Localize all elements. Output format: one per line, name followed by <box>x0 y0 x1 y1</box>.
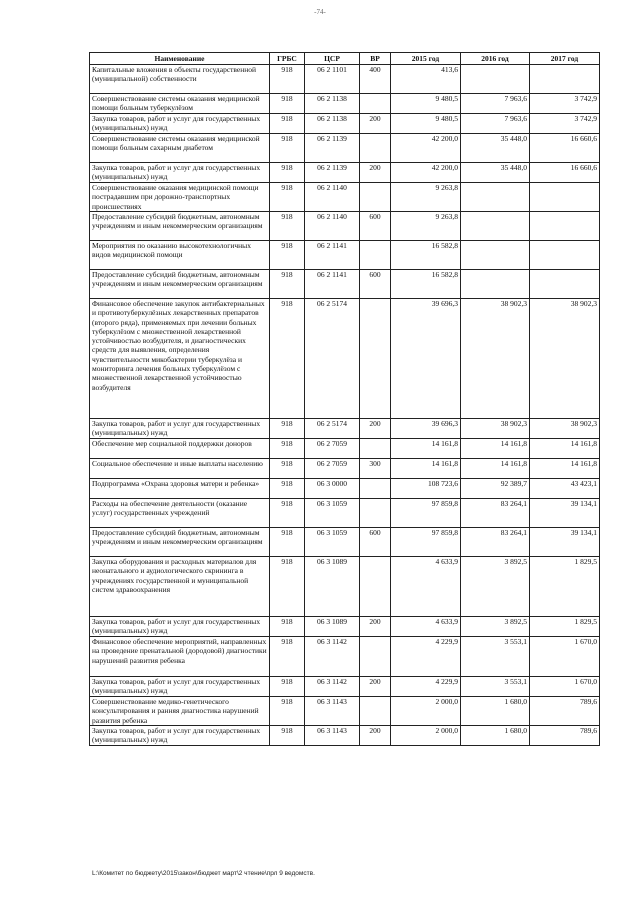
cell-name: Расходы на обеспечение деятельности (оказание услуг) государственных учреждений <box>90 499 270 528</box>
cell-2016: 7 963,6 <box>461 114 530 134</box>
table-row <box>90 479 600 499</box>
cell-name: Совершенствование системы оказания медицинской помощи больным сахарным диабетом <box>90 134 270 163</box>
cell-grbs: 918 <box>270 697 305 726</box>
cell-vr: 200 <box>360 617 391 637</box>
cell-2015: 9 480,5 <box>391 94 461 114</box>
cell-2015: 9 263,8 <box>391 183 461 212</box>
cell-name: Совершенствование медико-генетического консультирования и ранняя диагностика нарушений развития ребенка <box>90 697 270 726</box>
cell-vr <box>360 439 391 459</box>
cell-2016 <box>461 183 530 212</box>
table-row <box>90 528 600 557</box>
cell-vr <box>360 637 391 677</box>
cell-name: Закупка оборудования и расходных материалов для неонатального и аудиологического скрининга в учреждениях государственной и муниципальной систем здравоохранения <box>90 557 270 617</box>
cell-2015: 108 723,6 <box>391 479 461 499</box>
cell-grbs: 918 <box>270 557 305 617</box>
header-vr: ВР <box>360 53 391 65</box>
cell-grbs: 918 <box>270 94 305 114</box>
cell-grbs: 918 <box>270 241 305 270</box>
cell-2016: 38 902,3 <box>461 299 530 419</box>
table-row <box>90 134 600 163</box>
cell-2015: 4 633,9 <box>391 557 461 617</box>
cell-2015: 4 633,9 <box>391 617 461 637</box>
table-row <box>90 697 600 726</box>
cell-2016: 92 389,7 <box>461 479 530 499</box>
cell-2015: 16 582,8 <box>391 241 461 270</box>
cell-vr <box>360 134 391 163</box>
cell-name: Предоставление субсидий бюджетным, автономным учреждениям и иным некоммерческим организациям <box>90 270 270 299</box>
table-row <box>90 241 600 270</box>
cell-grbs: 918 <box>270 183 305 212</box>
cell-2017: 3 742,9 <box>530 114 600 134</box>
cell-csr: 06 2 1139 <box>305 134 360 163</box>
cell-csr: 06 3 1142 <box>305 637 360 677</box>
cell-2017: 1 829,5 <box>530 557 600 617</box>
cell-vr <box>360 557 391 617</box>
page-number: -74- <box>314 8 326 16</box>
header-2015: 2015 год <box>391 53 461 65</box>
cell-2016: 3 553,1 <box>461 637 530 677</box>
cell-2016 <box>461 212 530 241</box>
cell-name: Предоставление субсидий бюджетным, автономным учреждениям и иным некоммерческим организациям <box>90 212 270 241</box>
cell-grbs: 918 <box>270 439 305 459</box>
cell-2015: 413,6 <box>391 65 461 94</box>
cell-2015: 9 480,5 <box>391 114 461 134</box>
cell-2015: 9 263,8 <box>391 212 461 241</box>
cell-grbs: 918 <box>270 617 305 637</box>
cell-2017: 1 670,0 <box>530 637 600 677</box>
table-row <box>90 557 600 617</box>
cell-2016: 14 161,8 <box>461 439 530 459</box>
cell-csr: 06 2 1138 <box>305 94 360 114</box>
cell-2016: 35 448,0 <box>461 134 530 163</box>
table-row <box>90 270 600 299</box>
cell-vr <box>360 697 391 726</box>
header-name: Наименование <box>90 53 270 65</box>
cell-csr: 06 2 1141 <box>305 270 360 299</box>
table-row <box>90 163 600 183</box>
table-row <box>90 212 600 241</box>
cell-csr: 06 2 1141 <box>305 241 360 270</box>
cell-2016 <box>461 65 530 94</box>
cell-2017 <box>530 212 600 241</box>
cell-2015: 14 161,8 <box>391 459 461 479</box>
table-header-row <box>90 53 600 65</box>
cell-grbs: 918 <box>270 419 305 439</box>
cell-2016: 7 963,6 <box>461 94 530 114</box>
cell-2017: 43 423,1 <box>530 479 600 499</box>
cell-vr <box>360 299 391 419</box>
header-grbs: ГРБС <box>270 53 305 65</box>
cell-2015: 16 582,8 <box>391 270 461 299</box>
cell-grbs: 918 <box>270 212 305 241</box>
cell-2016 <box>461 241 530 270</box>
cell-grbs: 918 <box>270 459 305 479</box>
cell-vr: 600 <box>360 212 391 241</box>
table-row <box>90 114 600 134</box>
cell-2017: 16 660,6 <box>530 163 600 183</box>
cell-2017: 16 660,6 <box>530 134 600 163</box>
cell-csr: 06 3 1142 <box>305 677 360 697</box>
budget-table <box>89 52 600 746</box>
header-csr: ЦСР <box>305 53 360 65</box>
cell-grbs: 918 <box>270 65 305 94</box>
cell-2017: 14 161,8 <box>530 439 600 459</box>
cell-grbs: 918 <box>270 726 305 746</box>
cell-grbs: 918 <box>270 299 305 419</box>
cell-csr: 06 2 1139 <box>305 163 360 183</box>
cell-2017: 38 902,3 <box>530 299 600 419</box>
cell-csr: 06 2 7059 <box>305 439 360 459</box>
cell-2016: 83 264,1 <box>461 528 530 557</box>
cell-2017: 14 161,8 <box>530 459 600 479</box>
table-row <box>90 499 600 528</box>
cell-name: Финансовое обеспечение закупок антибактериальных и противотуберкулёзных лекарственных препаратов (второго ряда), применяемых при лечении больных туберкулёзом с множественной лекарственной устойчивостью возбудителя, и диагностических средств для выявления, определения чувствительности микобактерии туберкулёза и мониторинга лечения больных туберкулёзом с множественной лекарственной устойчивостью возбудителя <box>90 299 270 419</box>
cell-csr: 06 3 1143 <box>305 726 360 746</box>
table-row <box>90 459 600 479</box>
cell-name: Капитальные вложения в объекты государственной (муниципальной) собственности <box>90 65 270 94</box>
cell-2015: 4 229,9 <box>391 677 461 697</box>
cell-vr: 600 <box>360 270 391 299</box>
cell-name: Закупка товаров, работ и услуг для государственных (муниципальных) нужд <box>90 726 270 746</box>
footer-file-path: L:\Комитет по бюджету\2015\закон\бюджет март\2 чтение\прл 9 ведомств. <box>92 870 315 877</box>
cell-2017 <box>530 65 600 94</box>
cell-2016: 3 892,5 <box>461 617 530 637</box>
cell-csr: 06 3 1089 <box>305 557 360 617</box>
cell-2015: 14 161,8 <box>391 439 461 459</box>
cell-2016: 35 448,0 <box>461 163 530 183</box>
cell-2015: 2 000,0 <box>391 726 461 746</box>
cell-csr: 06 2 5174 <box>305 299 360 419</box>
table-row <box>90 94 600 114</box>
table-row <box>90 677 600 697</box>
cell-2017 <box>530 270 600 299</box>
cell-2017: 789,6 <box>530 726 600 746</box>
cell-vr <box>360 94 391 114</box>
cell-csr: 06 2 7059 <box>305 459 360 479</box>
cell-name: Закупка товаров, работ и услуг для государственных (муниципальных) нужд <box>90 163 270 183</box>
table-row <box>90 637 600 677</box>
cell-name: Закупка товаров, работ и услуг для государственных (муниципальных) нужд <box>90 677 270 697</box>
cell-2016: 83 264,1 <box>461 499 530 528</box>
cell-name: Подпрограмма «Охрана здоровья матери и ребенка» <box>90 479 270 499</box>
cell-name: Мероприятия по оказанию высокотехнологичных видов медицинской помощи <box>90 241 270 270</box>
cell-2017: 39 134,1 <box>530 499 600 528</box>
cell-grbs: 918 <box>270 479 305 499</box>
cell-name: Совершенствование оказания медицинской помощи пострадавшим при дорожно-транспортных происшествиях <box>90 183 270 212</box>
cell-vr: 200 <box>360 114 391 134</box>
cell-vr: 200 <box>360 726 391 746</box>
cell-2017: 39 134,1 <box>530 528 600 557</box>
table-row <box>90 617 600 637</box>
cell-2017 <box>530 241 600 270</box>
cell-2017: 38 902,3 <box>530 419 600 439</box>
cell-csr: 06 3 1059 <box>305 528 360 557</box>
cell-grbs: 918 <box>270 528 305 557</box>
cell-vr: 200 <box>360 677 391 697</box>
cell-vr <box>360 183 391 212</box>
cell-2017: 3 742,9 <box>530 94 600 114</box>
cell-2015: 39 696,3 <box>391 299 461 419</box>
cell-grbs: 918 <box>270 637 305 677</box>
cell-2016: 3 553,1 <box>461 677 530 697</box>
cell-csr: 06 2 1101 <box>305 65 360 94</box>
cell-csr: 06 2 5174 <box>305 419 360 439</box>
cell-2015: 42 200,0 <box>391 134 461 163</box>
table-row <box>90 299 600 419</box>
cell-2016: 14 161,8 <box>461 459 530 479</box>
table-row <box>90 726 600 746</box>
cell-csr: 06 3 1059 <box>305 499 360 528</box>
cell-2016: 1 680,0 <box>461 726 530 746</box>
cell-csr: 06 2 1138 <box>305 114 360 134</box>
header-2016: 2016 год <box>461 53 530 65</box>
cell-csr: 06 3 0000 <box>305 479 360 499</box>
cell-grbs: 918 <box>270 499 305 528</box>
cell-2015: 39 696,3 <box>391 419 461 439</box>
cell-name: Закупка товаров, работ и услуг для государственных (муниципальных) нужд <box>90 114 270 134</box>
cell-grbs: 918 <box>270 114 305 134</box>
table-row <box>90 65 600 94</box>
cell-name: Финансовое обеспечение мероприятий, направленных на проведение пренатальной (дородовой) диагностики нарушений развития ребенка <box>90 637 270 677</box>
cell-vr: 200 <box>360 163 391 183</box>
cell-vr <box>360 241 391 270</box>
cell-2016: 1 680,0 <box>461 697 530 726</box>
table-row <box>90 183 600 212</box>
cell-2017: 789,6 <box>530 697 600 726</box>
cell-vr: 600 <box>360 528 391 557</box>
cell-grbs: 918 <box>270 270 305 299</box>
cell-name: Закупка товаров, работ и услуг для государственных (муниципальных) нужд <box>90 617 270 637</box>
cell-2017: 1 670,0 <box>530 677 600 697</box>
cell-csr: 06 2 1140 <box>305 183 360 212</box>
cell-vr <box>360 479 391 499</box>
cell-name: Совершенствование системы оказания медицинской помощи больным туберкулёзом <box>90 94 270 114</box>
cell-name: Предоставление субсидий бюджетным, автономным учреждениям и иным некоммерческим организациям <box>90 528 270 557</box>
cell-grbs: 918 <box>270 163 305 183</box>
cell-2015: 4 229,9 <box>391 637 461 677</box>
cell-2015: 97 859,8 <box>391 499 461 528</box>
cell-grbs: 918 <box>270 677 305 697</box>
cell-2015: 42 200,0 <box>391 163 461 183</box>
cell-csr: 06 2 1140 <box>305 212 360 241</box>
cell-vr <box>360 499 391 528</box>
cell-name: Закупка товаров, работ и услуг для государственных (муниципальных) нужд <box>90 419 270 439</box>
cell-2015: 2 000,0 <box>391 697 461 726</box>
table-row <box>90 419 600 439</box>
cell-grbs: 918 <box>270 134 305 163</box>
cell-name: Обеспечение мер социальной поддержки доноров <box>90 439 270 459</box>
cell-vr: 400 <box>360 65 391 94</box>
cell-2016 <box>461 270 530 299</box>
cell-2016: 38 902,3 <box>461 419 530 439</box>
header-2017: 2017 год <box>530 53 600 65</box>
cell-name: Социальное обеспечение и иные выплаты населению <box>90 459 270 479</box>
cell-vr: 200 <box>360 419 391 439</box>
table-row <box>90 439 600 459</box>
cell-2015: 97 859,8 <box>391 528 461 557</box>
cell-vr: 300 <box>360 459 391 479</box>
cell-csr: 06 3 1089 <box>305 617 360 637</box>
cell-2016: 3 892,5 <box>461 557 530 617</box>
cell-2017: 1 829,5 <box>530 617 600 637</box>
cell-csr: 06 3 1143 <box>305 697 360 726</box>
cell-2017 <box>530 183 600 212</box>
